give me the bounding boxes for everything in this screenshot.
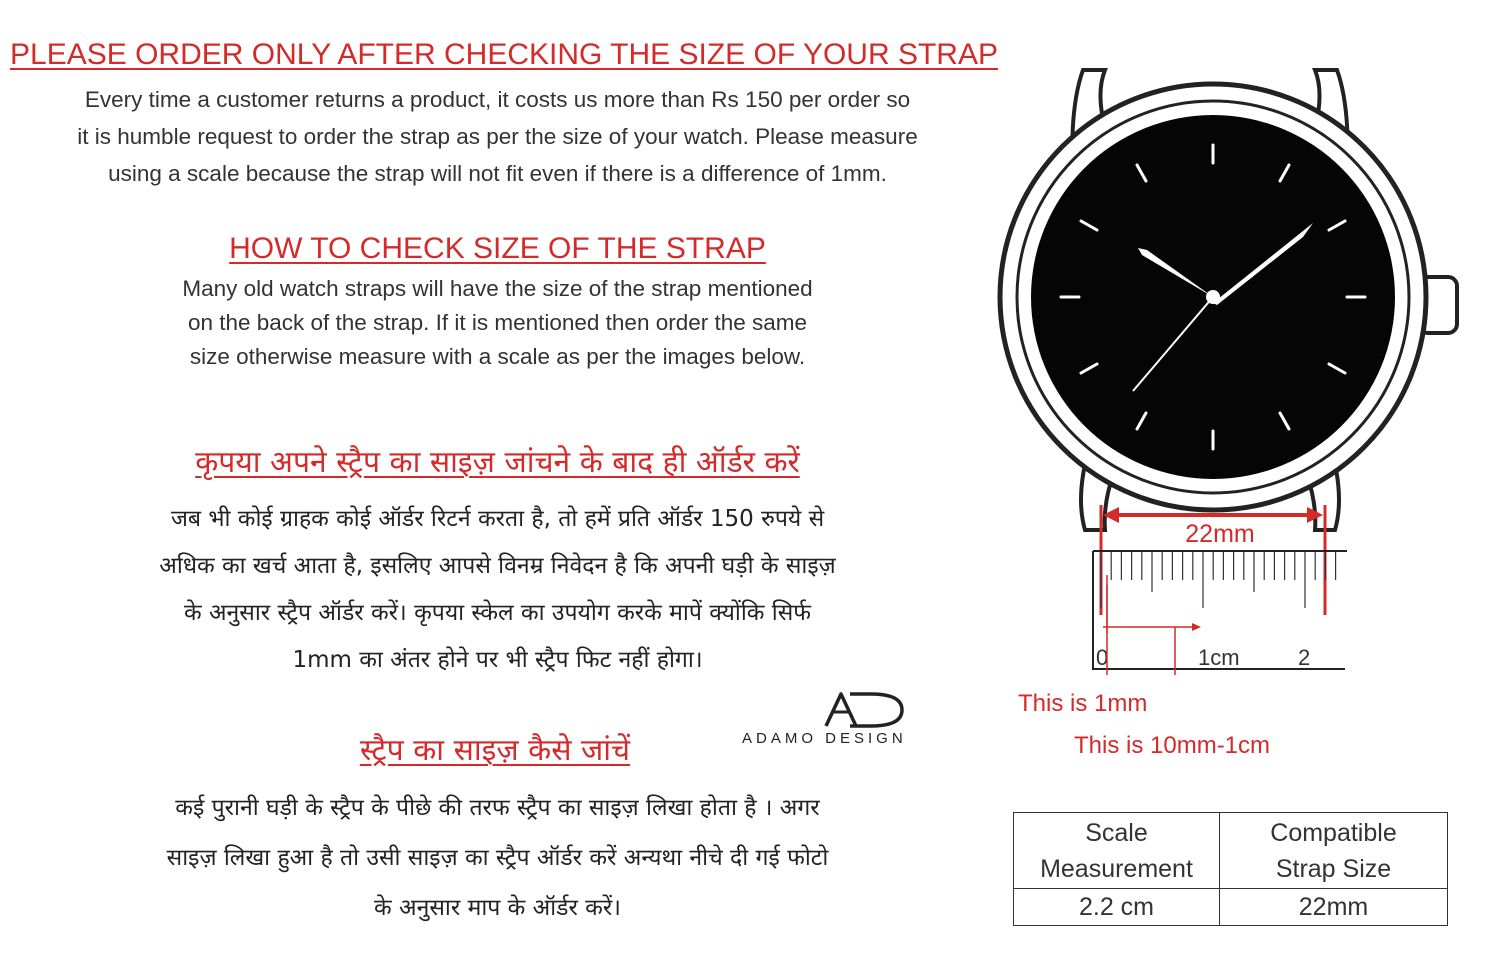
text-line: 1mm का अंतर होने पर भी स्ट्रैप फिट नहीं होगा।: [292, 647, 703, 673]
hindi-paragraph-returns: [10, 496, 985, 684]
hindi-heading-order-wrap: [10, 440, 985, 481]
ruler-ticks: [1101, 552, 1336, 608]
watch-diagram: [995, 55, 1475, 675]
text-line: के अनुसार स्ट्रैप ऑर्डर करें। कृपया स्केल का उपयोग करके मापें क्योंकि सिर्फ: [183, 600, 811, 626]
brand-name: ADAMO DESIGN: [742, 730, 907, 747]
header-scale-measurement: Scale Measurement: [1014, 813, 1220, 889]
text-line: के अनुसार माप के ऑर्डर करें।: [374, 895, 621, 921]
size-table: [1013, 812, 1448, 926]
brand-logo: [740, 688, 995, 750]
hindi-heading-order: कृपया अपने स्ट्रैप का साइज़ जांचने के बाद ही ऑर्डर करें: [195, 445, 800, 480]
cell-strap-size: 22mm: [1220, 889, 1448, 926]
english-section: [10, 38, 998, 72]
text-line: जब भी कोई ग्राहक कोई ऑर्डर रिटर्न करता है, तो हमें प्रति ऑर्डर 150 रुपये से: [170, 506, 825, 532]
text-line: it is humble request to order the strap as per the size of your watch. Please measure: [77, 124, 918, 149]
note-10mm: This is 10mm-1cm: [1074, 732, 1271, 759]
header-compatible-strap-size: Compatible Strap Size: [1220, 813, 1448, 889]
hindi-heading-how-to-check: स्ट्रैप का साइज़ कैसे जांचें: [359, 733, 631, 768]
text-line: साइज़ लिखा हुआ है तो उसी साइज़ का स्ट्रैप ऑर्डर करें अन्यथा नीचे दी गई फोटो: [166, 845, 829, 871]
text-line: Many old watch straps will have the size of the strap mentioned: [182, 276, 813, 301]
scale-label-2: 2: [1298, 645, 1311, 670]
scale-label-0: 0: [1096, 645, 1109, 670]
english-paragraph-returns: [10, 81, 985, 192]
cell-scale-value: 2.2 cm: [1014, 889, 1220, 926]
text-line: अधिक का खर्च आता है, इसलिए आपसे विनम्र निवेदन है कि अपनी घड़ी के साइज़: [159, 553, 836, 579]
text-line: on the back of the strap. If it is mentioned then order the same: [187, 310, 808, 335]
text-line: size otherwise measure with a scale as per the images below.: [189, 344, 806, 369]
text-line: using a scale because the strap will not fit even if there is a difference of 1mm.: [108, 161, 887, 186]
english-heading-order: PLEASE ORDER ONLY AFTER CHECKING THE SIZE OF YOUR STRAP: [10, 38, 998, 71]
english-paragraph-how: [10, 272, 985, 374]
text-line: Every time a customer returns a product, it costs us more than Rs 150 per order so: [84, 87, 911, 112]
table-header-row: [1014, 813, 1448, 889]
hindi-paragraph-how: [10, 783, 985, 933]
table-row: [1014, 889, 1448, 926]
english-heading-how-to-check: HOW TO CHECK SIZE OF THE STRAP: [229, 232, 766, 265]
english-heading-how-wrap: [10, 232, 985, 266]
scale-label-1cm: 1cm: [1198, 645, 1240, 670]
width-label: 22mm: [1185, 520, 1255, 548]
hindi-heading-how-wrap: [300, 728, 690, 769]
text-line: कई पुरानी घड़ी के स्ट्रैप के पीछे की तरफ स्ट्रैप का साइज़ लिखा होता है । अगर: [175, 795, 820, 821]
note-1mm: This is 1mm: [1018, 690, 1148, 717]
